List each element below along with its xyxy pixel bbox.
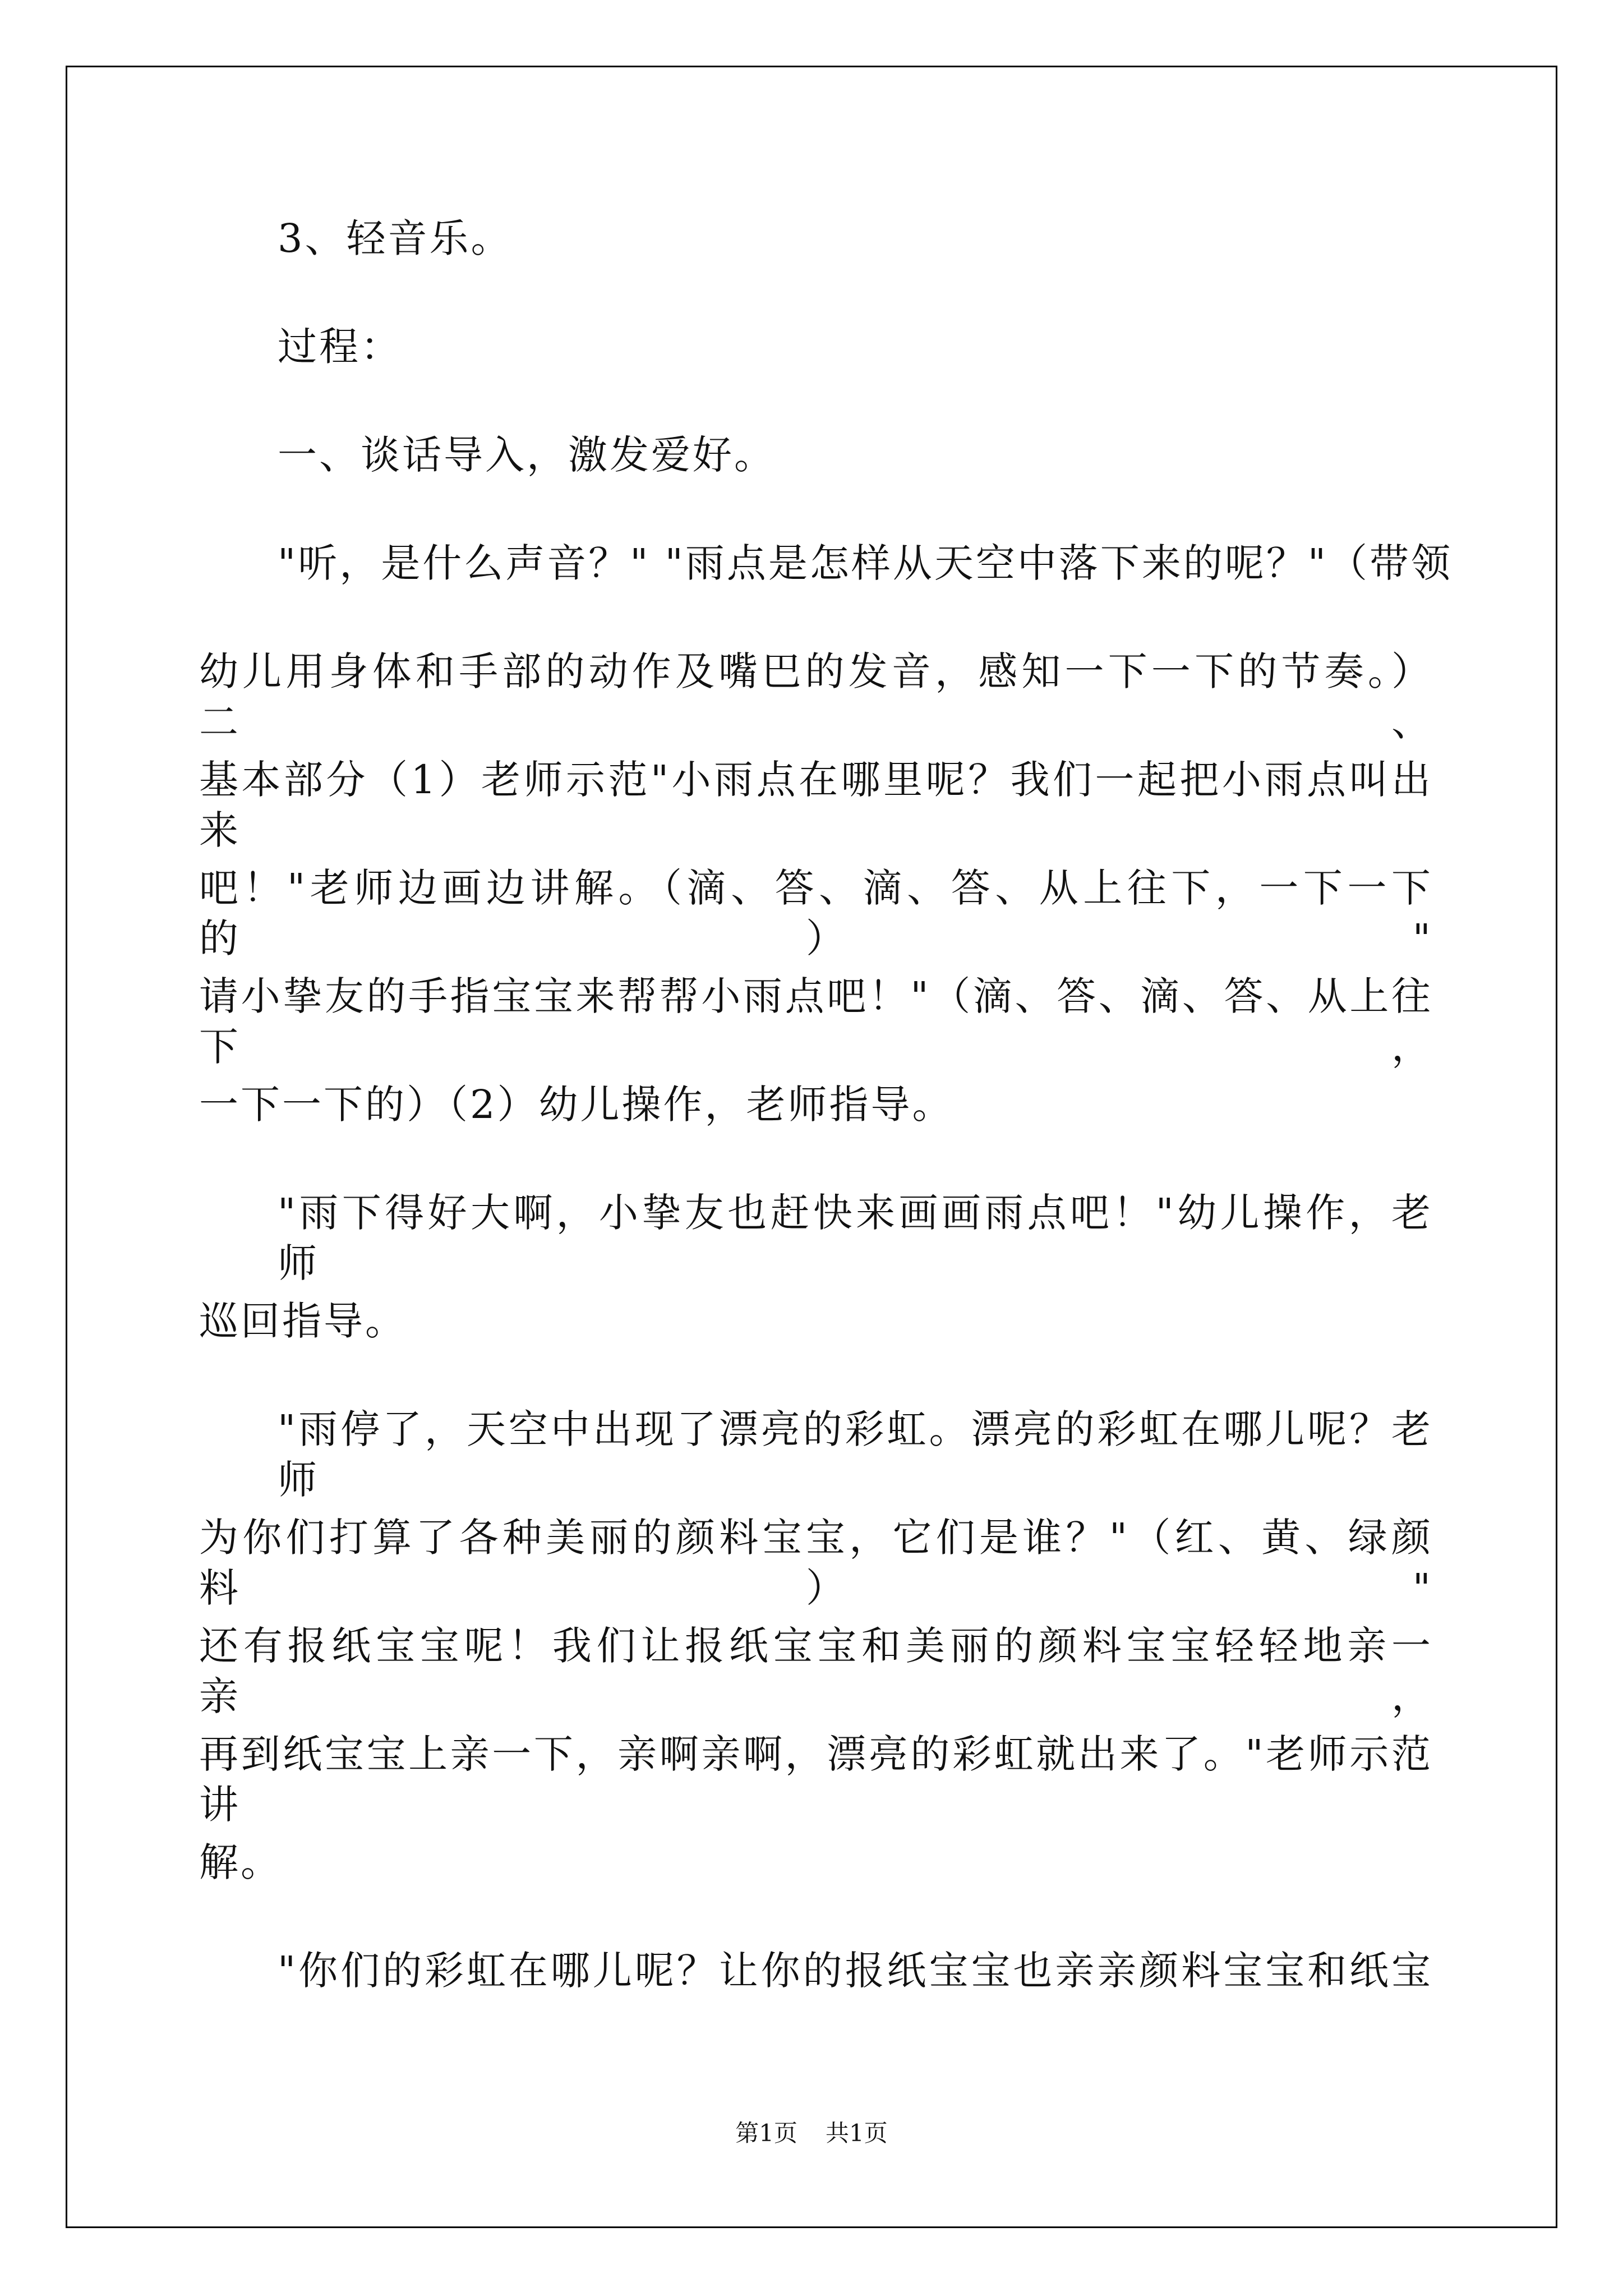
page-footer [0, 2118, 1623, 2149]
text-line: 过程： [278, 324, 402, 370]
text-line: 再到纸宝宝上亲一下，亲啊亲啊，漂亮的彩虹就出来了。"老师示范讲 [199, 1731, 1433, 1828]
text-line: 解。 [199, 1839, 282, 1885]
page-number-current: 第1页 [735, 2119, 797, 2147]
text-line: 吧！"老师边画边讲解。（滴、答、滴、答、从上往下，一下一下的）" [199, 865, 1433, 961]
text-line: 一、谈话导入，激发爱好。 [278, 432, 776, 478]
text-line: 巡回指导。 [199, 1298, 407, 1344]
page-number-total: 共1页 [826, 2119, 888, 2147]
text-line: 基本部分（1）老师示范"小雨点在哪里呢？我们一起把小雨点叫出来 [199, 757, 1433, 853]
text-line: 请小挚友的手指宝宝来帮帮小雨点吧！"（滴、答、滴、答、从上往下， [199, 973, 1433, 1070]
text-line: "雨停了，天空中出现了漂亮的彩虹。漂亮的彩虹在哪儿呢？老师 [278, 1406, 1433, 1503]
text-line: "雨下得好大啊，小挚友也赶快来画画雨点吧！"幼儿操作，老师 [278, 1190, 1433, 1286]
page-border [66, 66, 1557, 2228]
text-line: 还有报纸宝宝呢！我们让报纸宝宝和美丽的颜料宝宝轻轻地亲一亲， [199, 1623, 1433, 1719]
text-line: "听，是什么声音？" "雨点是怎样从天空中落下来的呢？"（带领 [278, 540, 1453, 586]
text-line: 幼儿用身体和手部的动作及嘴巴的发音，感知一下一下的节奏。）二、 [199, 648, 1433, 745]
text-line: 为你们打算了各种美丽的颜料宝宝，它们是谁？"（红、黄、绿颜料）" [199, 1515, 1433, 1611]
text-line: 3、轻音乐。 [278, 215, 513, 261]
text-line: 一下一下的）（2）幼儿操作，老师指导。 [199, 1082, 954, 1128]
text-line: "你们的彩虹在哪儿呢？让你的报纸宝宝也亲亲颜料宝宝和纸宝 [278, 1948, 1433, 1994]
